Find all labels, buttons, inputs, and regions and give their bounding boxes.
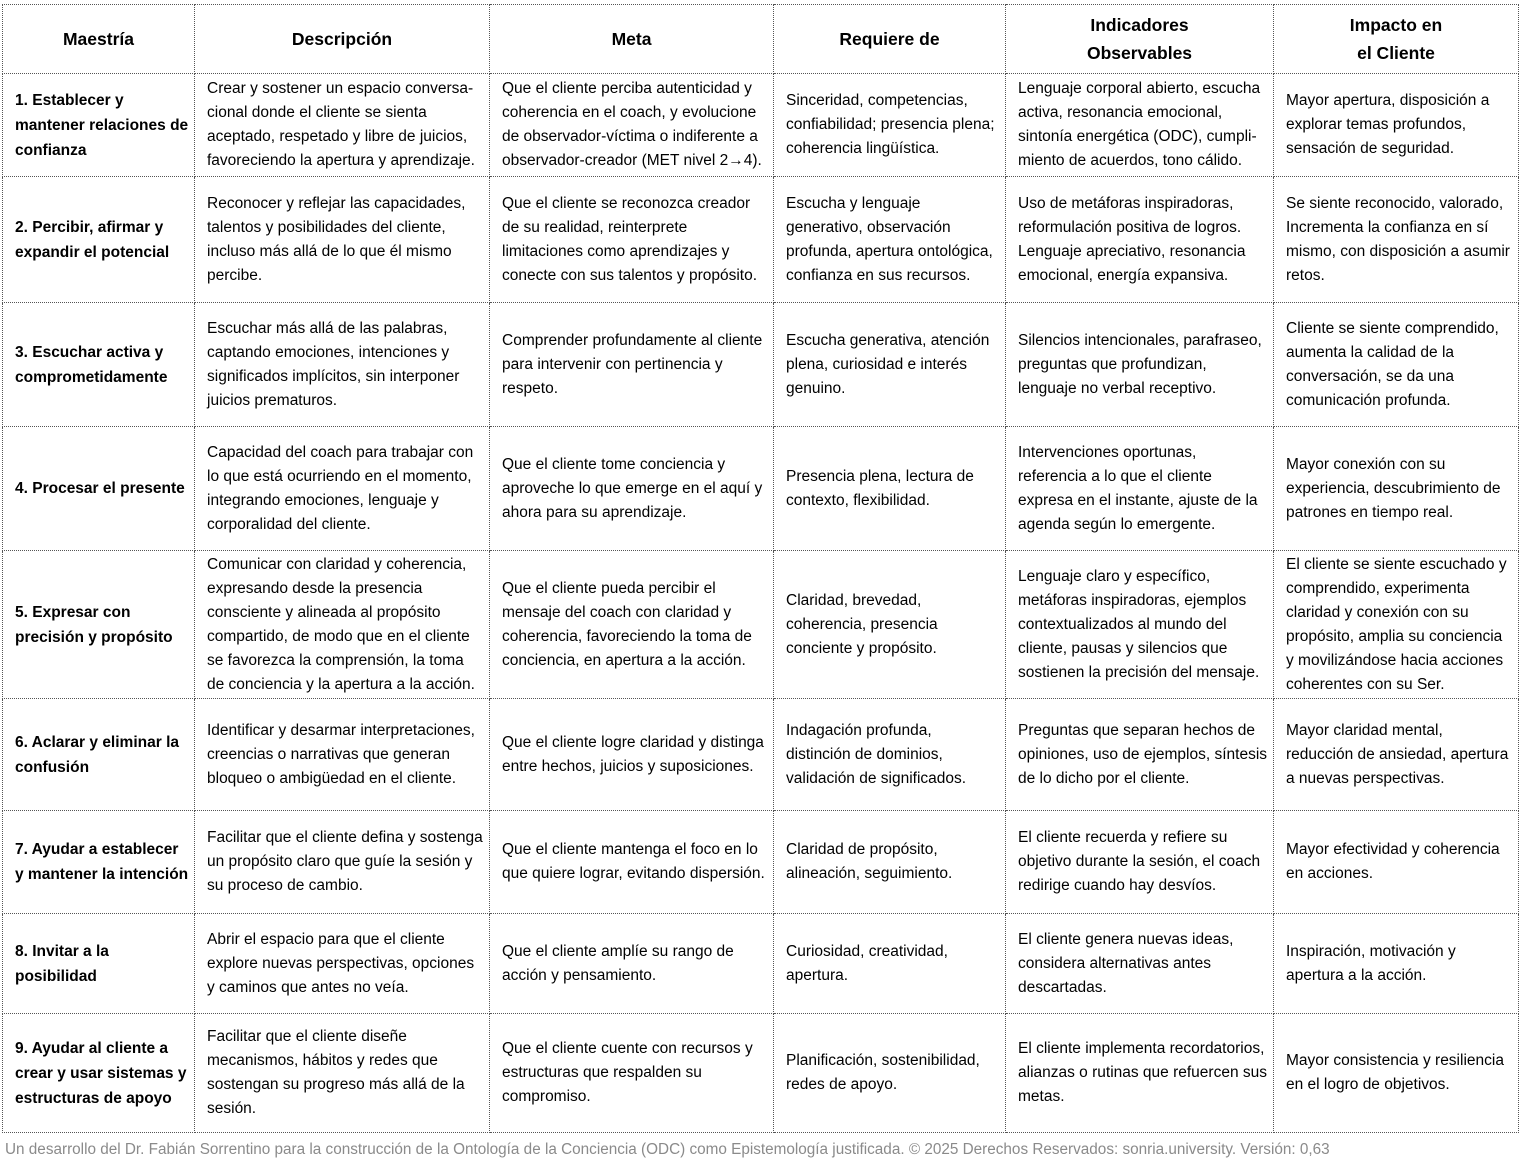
requiere-cell: Escucha generativa, atención plena, curiosidad e interés genuino. — [774, 303, 1006, 427]
indicadores-cell: El cliente implementa recordatorios, alianzas o rutinas que refuercen sus metas. — [1006, 1014, 1274, 1133]
requiere-cell: Curiosidad, creatividad, apertura. — [774, 914, 1006, 1014]
indicadores-cell: El cliente recuerda y refiere su objetivo durante la sesión, el coach redirige cuando hay desvíos. — [1006, 811, 1274, 914]
maestria-cell: 2. Percibir, afirmar y expandir el potencial — [3, 177, 195, 303]
maestria-cell: 9. Ayudar al cliente a crear y usar sistemas y estructuras de apoyo — [3, 1014, 195, 1133]
table-row — [3, 74, 1519, 177]
table-row — [3, 811, 1519, 914]
table-row — [3, 551, 1519, 699]
descripcion-cell: Identificar y desarmar interpretaciones, creencias o narrativas que generan bloqueo o ambigüedad en el cliente. — [195, 699, 490, 811]
descripcion-cell: Reconocer y reflejar las capacidades, talentos y posibilidades del cliente, incluso más allá de lo que él mismo percibe. — [195, 177, 490, 303]
requiere-cell: Indagación profunda, distinción de dominios, validación de significados. — [774, 699, 1006, 811]
table-row — [3, 303, 1519, 427]
header-indicadores: Indicadores Observables — [1006, 5, 1274, 74]
requiere-cell: Claridad de propósito, alineación, seguimiento. — [774, 811, 1006, 914]
indicadores-cell: Preguntas que separan hechos de opiniones, uso de ejemplos, síntesis de lo dicho por el cliente. — [1006, 699, 1274, 811]
impacto-cell: Mayor consistencia y resiliencia en el logro de objetivos. — [1274, 1014, 1519, 1133]
descripcion-cell: Abrir el espacio para que el cliente explore nuevas perspectivas, opciones y caminos que antes no veía. — [195, 914, 490, 1014]
maestria-cell: 6. Aclarar y eliminar la confusión — [3, 699, 195, 811]
requiere-cell: Escucha y lenguaje generativo, observación profunda, apertura ontológica, confianza en sus recursos. — [774, 177, 1006, 303]
indicadores-cell: Silencios intencionales, parafraseo, preguntas que profundizan, lenguaje no verbal receptivo. — [1006, 303, 1274, 427]
meta-cell: Que el cliente pueda percibir el mensaje del coach con claridad y coherencia, favoreciendo la toma de conciencia, en apertura a la acción. — [490, 551, 774, 699]
descripcion-cell: Facilitar que el cliente defina y sostenga un propósito claro que guíe la sesión y su proceso de cambio. — [195, 811, 490, 914]
maestria-cell: 7. Ayudar a establecer y mantener la intención — [3, 811, 195, 914]
meta-cell: Que el cliente amplíe su rango de acción y pensamiento. — [490, 914, 774, 1014]
table-row — [3, 1014, 1519, 1133]
meta-cell: Que el cliente cuente con recursos y estructuras que respalden su compromiso. — [490, 1014, 774, 1133]
table-row — [3, 427, 1519, 551]
impacto-cell: El cliente se siente escuchado y comprendido, experimenta claridad y conexión con su propósito, amplia su conciencia y movilizándose hacia acciones coherentes con su Ser. — [1274, 551, 1519, 699]
impacto-cell: Cliente se siente comprendido, aumenta la calidad de la conversación, se da una comunicación profunda. — [1274, 303, 1519, 427]
indicadores-cell: Intervenciones oportunas, referencia a lo que el cliente expresa en el instante, ajuste de la agenda según lo emergente. — [1006, 427, 1274, 551]
header-descripcion: Descripción — [195, 5, 490, 74]
maestria-cell: 3. Escuchar activa y comprometidamente — [3, 303, 195, 427]
meta-cell: Que el cliente tome conciencia y aproveche lo que emerge en el aquí y ahora para su aprendizaje. — [490, 427, 774, 551]
header-row — [3, 5, 1519, 74]
header-meta: Meta — [490, 5, 774, 74]
maestria-cell: 4. Procesar el presente — [3, 427, 195, 551]
header-impacto: Impacto en el Cliente — [1274, 5, 1519, 74]
indicadores-cell: El cliente genera nuevas ideas, considera alternativas antes descartadas. — [1006, 914, 1274, 1014]
maestria-cell: 5. Expresar con precisión y propósito — [3, 551, 195, 699]
descripcion-cell: Facilitar que el cliente diseñe mecanismos, hábitos y redes que sostengan su progreso más allá de la sesión. — [195, 1014, 490, 1133]
maestria-cell: 1. Establecer y mantener relaciones de confianza — [3, 74, 195, 177]
meta-cell: Que el cliente se reconozca creador de su realidad, reinterprete limitaciones como aprendizajes y conecte con sus talentos y propósito. — [490, 177, 774, 303]
descripcion-cell: Comunicar con claridad y coherencia, expresando desde la presencia consciente y alineada al propósito compartido, de modo que en el cliente se favorezca la comprensión, la toma de conciencia y la apertura a la acción. — [195, 551, 490, 699]
impacto-cell: Inspiración, motivación y apertura a la acción. — [1274, 914, 1519, 1014]
competencies-table-container — [2, 4, 1518, 1133]
impacto-cell: Mayor conexión con su experiencia, descubrimiento de patrones en tiempo real. — [1274, 427, 1519, 551]
requiere-cell: Claridad, brevedad, coherencia, presencia conciente y propósito. — [774, 551, 1006, 699]
impacto-cell: Mayor efectividad y coherencia en acciones. — [1274, 811, 1519, 914]
indicadores-cell: Uso de metáforas inspiradoras, reformulación positiva de logros. Lenguaje apreciativo, resonancia emocional, energía expansiva. — [1006, 177, 1274, 303]
header-requiere-de: Requiere de — [774, 5, 1006, 74]
meta-cell: Que el cliente mantenga el foco en lo que quiere lograr, evitando dispersión. — [490, 811, 774, 914]
requiere-cell: Sinceridad, competencias, confiabilidad; presencia plena; coherencia lingüística. — [774, 74, 1006, 177]
table-row — [3, 177, 1519, 303]
meta-cell: Que el cliente logre claridad y distinga entre hechos, juicios y suposiciones. — [490, 699, 774, 811]
impacto-cell: Se siente reconocido, valorado, Incrementa la confianza en sí mismo, con disposición a asumir retos. — [1274, 177, 1519, 303]
requiere-cell: Planificación, sostenibilidad, redes de apoyo. — [774, 1014, 1006, 1133]
table-row — [3, 914, 1519, 1014]
indicadores-cell: Lenguaje claro y específico, metáforas inspiradoras, ejemplos contextualizados al mundo del cliente, pausas y silencios que sostienen la precisión del mensaje. — [1006, 551, 1274, 699]
descripcion-cell: Crear y sostener un espacio conversa-cional donde el cliente se sienta aceptado, respetado y libre de juicios, favoreciendo la apertura y aprendizaje. — [195, 74, 490, 177]
maestria-cell: 8. Invitar a la posibilidad — [3, 914, 195, 1014]
requiere-cell: Presencia plena, lectura de contexto, flexibilidad. — [774, 427, 1006, 551]
descripcion-cell: Escuchar más allá de las palabras, captando emociones, intenciones y significados implícitos, sin interponer juicios prematuros. — [195, 303, 490, 427]
meta-cell: Que el cliente perciba autenticidad y coherencia en el coach, y evolucione de observador-víctima o indiferente a observador-creador (MET nivel 2→4). — [490, 74, 774, 177]
footer-credits: Un desarrollo del Dr. Fabián Sorrentino para la construcción de la Ontología de la Conciencia (ODC) como Epistemología justificada. © 2025 Derechos Reservados: sonria.university. Versión: 0,63 — [5, 1141, 1330, 1158]
meta-cell: Comprender profundamente al cliente para intervenir con pertinencia y respeto. — [490, 303, 774, 427]
descripcion-cell: Capacidad del coach para trabajar con lo que está ocurriendo en el momento, integrando emociones, lenguaje y corporalidad del cliente. — [195, 427, 490, 551]
competencies-table — [2, 4, 1519, 1133]
impacto-cell: Mayor apertura, disposición a explorar temas profundos, sensación de seguridad. — [1274, 74, 1519, 177]
indicadores-cell: Lenguaje corporal abierto, escucha activa, resonancia emocional, sintonía energética (ODC), cumpli-miento de acuerdos, tono cálido. — [1006, 74, 1274, 177]
impacto-cell: Mayor claridad mental, reducción de ansiedad, apertura a nuevas perspectivas. — [1274, 699, 1519, 811]
table-row — [3, 699, 1519, 811]
header-maestria: Maestría — [3, 5, 195, 74]
